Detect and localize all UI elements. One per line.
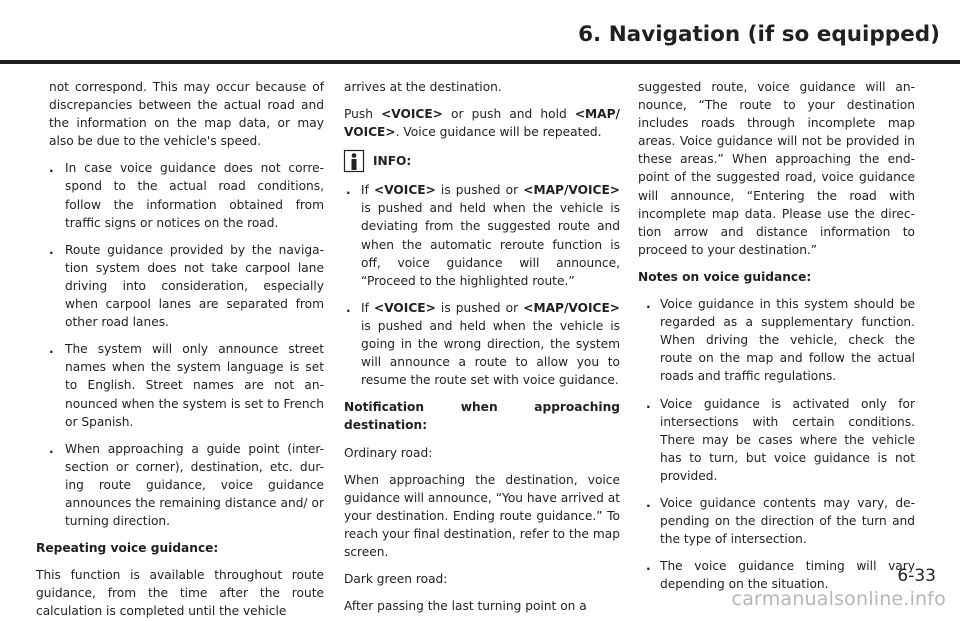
voice-key: <VOICE> xyxy=(374,183,436,198)
push-prefix: Push xyxy=(344,107,382,122)
info-icon xyxy=(344,150,364,172)
list-item xyxy=(638,494,915,548)
watermark: carmanualsonline.info xyxy=(731,588,946,610)
list-item xyxy=(344,299,620,389)
push-suffix: . Voice guidance will be repeated. xyxy=(395,125,602,140)
list-item xyxy=(638,295,915,385)
info-bullet-rest: is pushed and held when the vehicle is going in the wrong direction, the system will announce a route to allow you to resume the route set with voice guidance. xyxy=(361,318,620,388)
list-item xyxy=(36,241,324,331)
bullet-text: The voice guidance timing will vary depending on the situation. xyxy=(660,559,915,592)
page-number: 6-33 xyxy=(897,566,936,586)
col2-arrives: arrives at the destination. xyxy=(344,80,502,94)
info-bullet-mid: is pushed or xyxy=(435,183,524,198)
map-voice-key: <MAP/VOICE> xyxy=(523,300,620,315)
map-voice-key: <MAP/VOICE> xyxy=(523,183,620,198)
list-item xyxy=(638,395,915,485)
bullet-dot: . xyxy=(346,300,351,315)
info-header xyxy=(344,150,620,172)
bullet-dot: . xyxy=(646,396,651,411)
bullet-text: Voice guidance contents may vary, de-pending on the direction of the turn and the type of intersection. xyxy=(660,495,915,547)
push-middle: or push and hold xyxy=(442,107,575,122)
bullet-dot: . xyxy=(346,183,351,198)
list-item xyxy=(36,159,324,231)
notes-heading: Notes on voice guidance: xyxy=(638,269,812,284)
bullet-dot: . xyxy=(49,161,54,176)
list-item xyxy=(36,340,324,430)
bullet-dot: . xyxy=(646,559,651,574)
ordinary-road-text: When approaching the destination, voice guidance will announce, “You have arrived at your destination. Ending route guidance.” To reach your final destination, refer to the map screen. xyxy=(344,472,620,559)
voice-key: <VOICE> xyxy=(374,300,436,315)
repeating-heading: Repeating voice guidance: xyxy=(36,541,219,556)
header-rule xyxy=(0,60,960,64)
info-bullet-rest: is pushed and held when the vehicle is deviating from the suggested route and when the automatic reroute function is off, voice guidance will announce, “Proceed to the highlighted route.” xyxy=(361,201,620,288)
push-instruction xyxy=(344,105,620,141)
bullet-dot: . xyxy=(49,342,54,357)
col3-intro: suggested route, voice guidance will an-nounce, “The route to your destination includes roads through incomplete map areas. Voice guidance will not be provided in these areas.” When approaching the end-point of the suggested road, voice guidance will announce, “Entering the road with incomplete map data. Please use the direc-tion arrow and distance information to proceed to your destination.” xyxy=(638,80,915,257)
dark-green-road-text: After passing the last turning point on a xyxy=(344,599,587,614)
column-2 xyxy=(344,78,620,615)
bullet-text: Voice guidance in this system should be regarded as a supplementary function. When driving the vehicle, check the route on the map and follow the actual roads and traffic regulations. xyxy=(660,297,915,384)
repeating-text: This function is available throughout route guidance, from the time after the route calculation is completed until the vehicle xyxy=(36,568,324,619)
bullet-text: In case voice guidance does not corre-spond to the actual road conditions, follow the information obtained from traffic signs or notices on the road. xyxy=(65,161,324,230)
column-3 xyxy=(638,78,915,602)
ordinary-road-label: Ordinary road: xyxy=(344,445,433,460)
info-bullet-prefix: If xyxy=(361,300,374,315)
list-item xyxy=(36,440,324,530)
bullet-text: Voice guidance is activated only for intersections with certain conditions. There may be cases where the vehicle has to turn, but voice guidance is not provided. xyxy=(660,396,915,483)
page-title: 6. Navigation (if so equipped) xyxy=(578,22,940,47)
info-bullet-mid: is pushed or xyxy=(435,300,524,315)
bullet-dot: . xyxy=(646,495,651,510)
notification-heading: Notification when approaching destination: xyxy=(344,400,620,433)
info-label: INFO: xyxy=(373,154,412,169)
bullet-text: The system will only announce street names when the system language is set to English. Street names are not an-nounced when the system is set to French or Spanish. xyxy=(65,342,324,429)
dark-green-road-label: Dark green road: xyxy=(344,572,448,587)
bullet-text: Route guidance provided by the naviga-tion system does not take carpool lane driving into consideration, especially when carpool lanes are separated from other road lanes. xyxy=(65,242,324,330)
map-voice-key: <MAP/ VOICE> xyxy=(344,107,620,140)
bullet-dot: . xyxy=(646,297,651,312)
bullet-text: When approaching a guide point (inter-section or corner), destination, etc. dur-ing route guidance, voice guidance announces the remaining distance and/ or turning direction. xyxy=(65,441,324,529)
voice-key: <VOICE> xyxy=(381,107,443,122)
column-1 xyxy=(36,78,324,621)
bullet-dot: . xyxy=(49,242,54,257)
bullet-dot: . xyxy=(49,441,54,456)
col1-intro: not correspond. This may occur because of discrepancies between the actual road and the information on the map data, or may also be due to the vehicle's speed. xyxy=(49,80,324,149)
list-item xyxy=(344,181,620,290)
info-bullet-prefix: If xyxy=(361,183,374,198)
